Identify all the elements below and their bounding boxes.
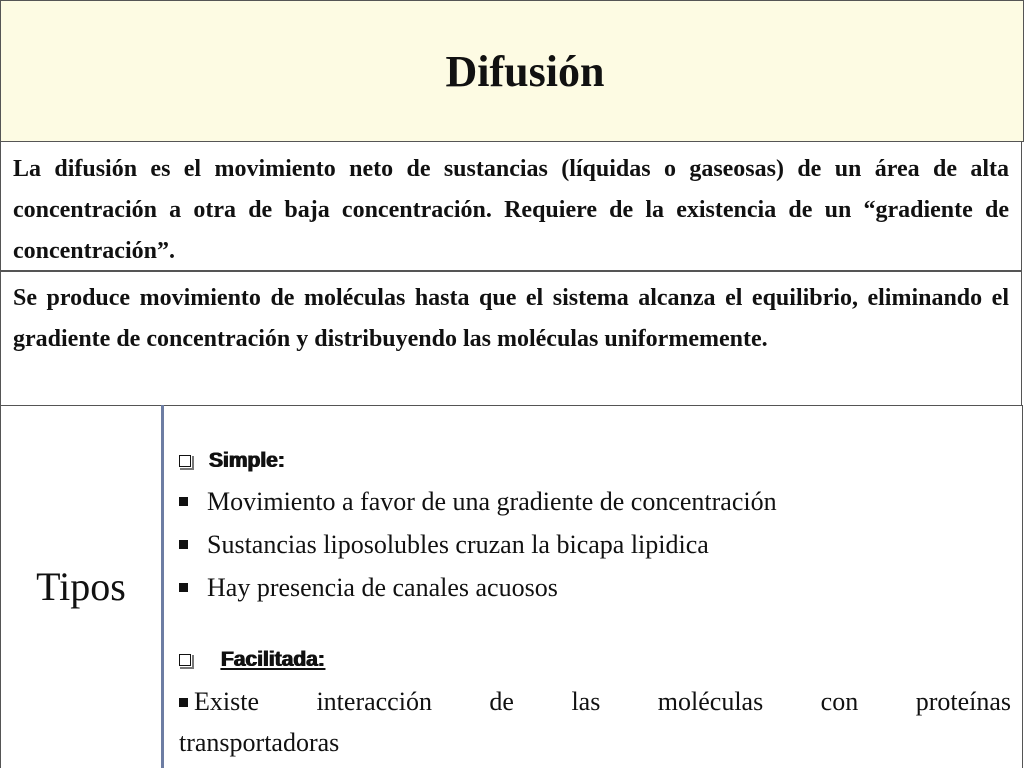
facilitada-item-line-1 (179, 681, 1011, 722)
checkbox-bullet-icon (179, 654, 191, 666)
facilitada-item-line-2: transportadoras (179, 728, 340, 757)
list-item-text: Movimiento a favor de una gradiente de concentración (207, 487, 777, 516)
facilitada-heading-label: Facilitada: (221, 648, 325, 671)
checkbox-bullet-icon (179, 455, 191, 467)
definition-box (0, 141, 1022, 271)
facilitada-heading (179, 648, 325, 672)
list-item-text: Hay presencia de canales acuosos (207, 573, 558, 602)
square-bullet-icon (179, 540, 188, 549)
definition-text: La difusión es el movimiento neto de sustancias (líquidas o gaseosas) de un área de alta concentración a otra de baja concentración. Requiere de la existencia de un “gradiente de concentración”. (13, 156, 1009, 264)
list-item (179, 566, 777, 609)
title-box (0, 0, 1024, 142)
equilibrium-box (0, 271, 1022, 406)
square-bullet-icon (179, 497, 188, 506)
equilibrium-text: Se produce movimiento de moléculas hasta que el sistema alcanza el equilibrio, eliminando el gradiente de concentración y distribuyendo las moléculas uniformemente. (13, 285, 1009, 352)
page-title: Difusión (445, 46, 605, 96)
types-content (167, 405, 1023, 768)
list-item-text: Sustancias liposolubles cruzan la bicapa lipidica (207, 530, 709, 559)
facilitada-item-text-1: Existe interacción de las moléculas con proteínas (194, 687, 1011, 716)
list-item (179, 480, 777, 523)
tipos-cell (0, 405, 164, 768)
list-item (179, 523, 777, 566)
facilitada-item (179, 681, 1011, 763)
simple-heading (179, 449, 285, 473)
tipos-label: Tipos (36, 564, 126, 609)
simple-heading-label: Simple: (209, 449, 285, 472)
simple-list (179, 480, 777, 609)
square-bullet-icon (179, 583, 188, 592)
square-bullet-icon (179, 698, 188, 707)
